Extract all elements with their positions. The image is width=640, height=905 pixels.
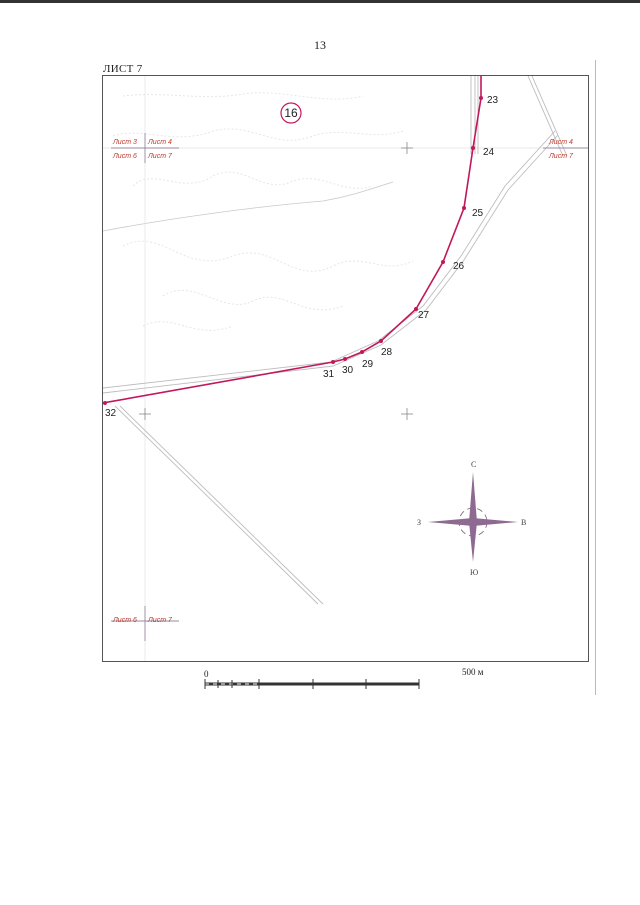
sheet-label: Лист 7 xyxy=(148,617,172,624)
map-frame[interactable] xyxy=(102,75,589,662)
vertex-31[interactable] xyxy=(331,360,335,364)
compass-north: С xyxy=(471,460,477,469)
page-top-edge xyxy=(0,0,640,3)
field-line xyxy=(103,182,393,231)
point-label: 29 xyxy=(362,359,374,370)
sheet-label: Лист 4 xyxy=(549,139,573,146)
compass-south: Ю xyxy=(470,568,479,577)
sheet-index-top-left xyxy=(111,133,179,163)
point-label: 23 xyxy=(487,95,499,106)
scale-end-label: 500 м xyxy=(462,667,484,677)
point-label: 26 xyxy=(453,261,465,272)
boundary-line xyxy=(103,76,481,403)
sheet-label: Лист 7 xyxy=(549,153,573,160)
scale-bar xyxy=(202,677,472,691)
vertex-30[interactable] xyxy=(343,357,347,361)
vertex-32[interactable] xyxy=(103,401,107,405)
sheet-label: Лист 3 xyxy=(113,139,137,146)
compass-west: З xyxy=(417,518,422,527)
sheet-label: Лист 7 xyxy=(148,153,172,160)
road-lines xyxy=(103,76,567,604)
vertex-25[interactable] xyxy=(462,206,466,210)
compass-rose xyxy=(417,460,526,577)
point-label: 32 xyxy=(105,408,117,419)
scale-start-label: 0 xyxy=(204,669,209,679)
sheet-label: Лист 4 xyxy=(148,139,172,146)
sheet-label: Лист 6 xyxy=(113,617,137,624)
compass-east: В xyxy=(521,518,527,527)
point-label: 28 xyxy=(381,347,393,358)
point-label: 24 xyxy=(483,147,495,158)
grid-crosses xyxy=(139,142,413,420)
vertex-29[interactable] xyxy=(360,350,364,354)
page-right-edge xyxy=(595,60,596,695)
parcel-badge[interactable] xyxy=(281,103,301,123)
sheet-index-top-right xyxy=(543,139,589,160)
sheet-label: Лист 6 xyxy=(113,153,137,160)
vertex-24[interactable] xyxy=(471,146,475,150)
point-label: 27 xyxy=(418,310,430,321)
map-canvas[interactable] xyxy=(103,76,589,662)
vertex-23[interactable] xyxy=(479,96,483,100)
terrain-contours xyxy=(113,93,413,331)
point-label: 30 xyxy=(342,365,354,376)
vertex-26[interactable] xyxy=(441,260,445,264)
point-label: 25 xyxy=(472,208,484,219)
page-number: 13 xyxy=(314,38,326,52)
sheet-title: ЛИСТ 7 xyxy=(103,63,143,75)
sheet-index-bottom-left xyxy=(111,606,179,641)
parcel-number: 16 xyxy=(284,106,298,120)
vertex-28[interactable] xyxy=(379,339,383,343)
point-label: 31 xyxy=(323,369,335,380)
